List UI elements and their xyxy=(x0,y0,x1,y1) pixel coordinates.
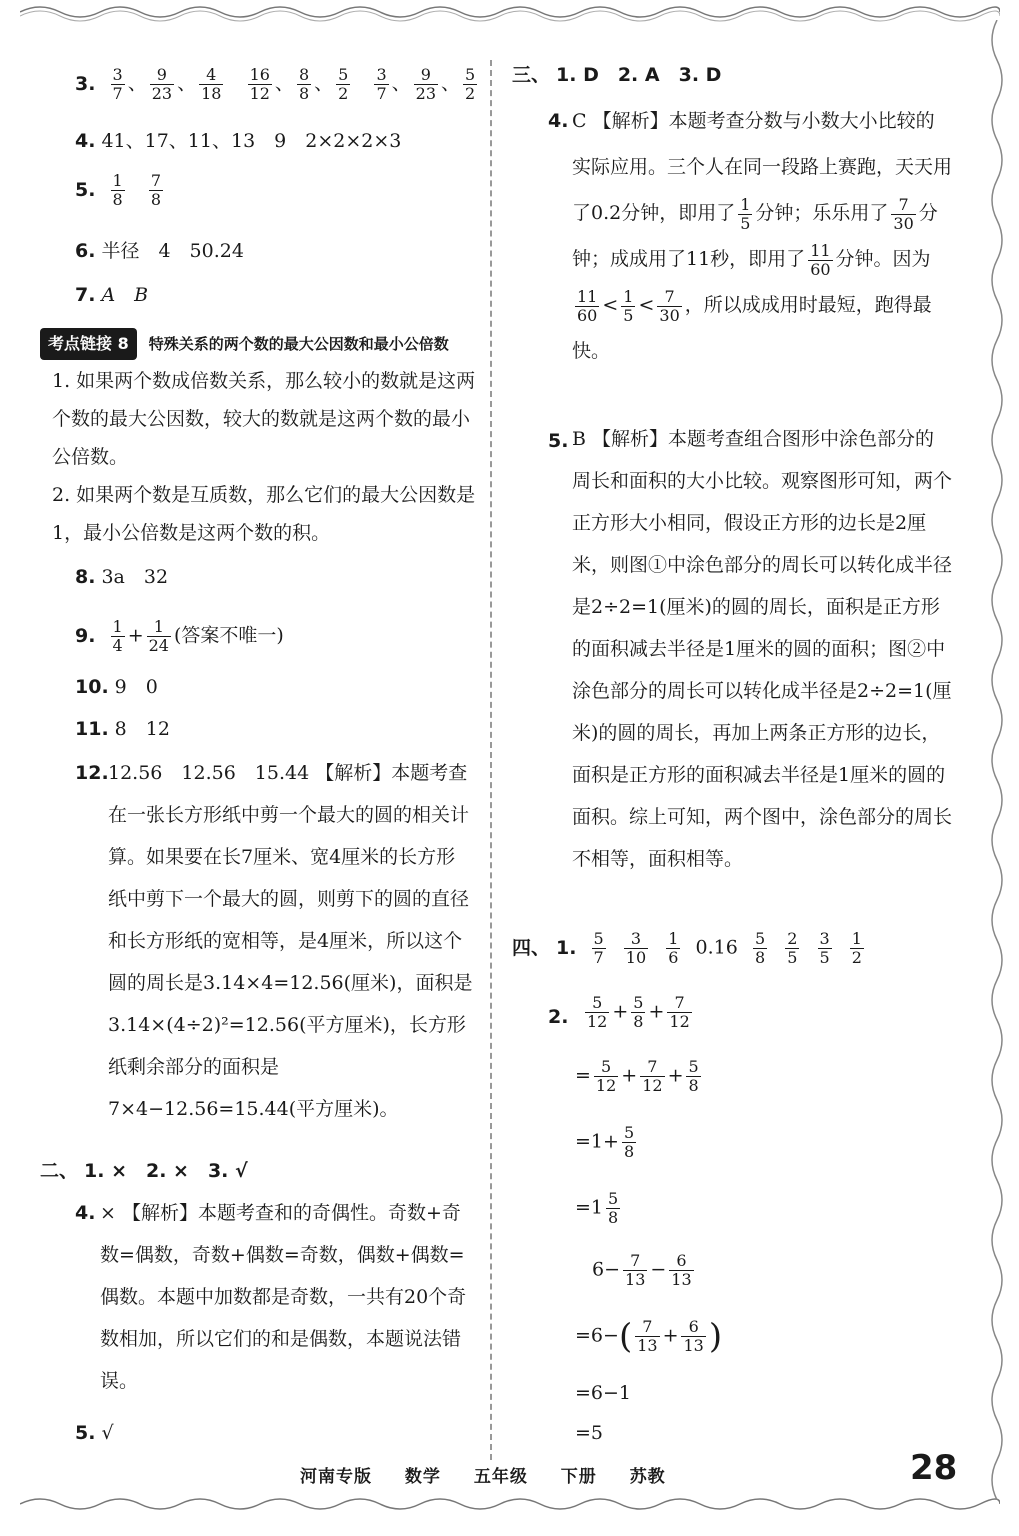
answer-11: 11. 8 12 xyxy=(75,718,170,740)
section-4-answer-1: 四、 1. $\frac{5}{7}$ $\frac{3}{10}$ $\frac{1}{6}$ 0.16 $\frac{5}{8}$ $\frac{2}{5}$ $\frac{3}{5}$ $\frac{1}{2}$ xyxy=(512,929,862,967)
calc1-line4: =1 $\frac{5}{8}$ xyxy=(575,1189,619,1227)
calc2-line2: =6−( $\frac{7}{13}$ + $\frac{6}{13}$ ) xyxy=(575,1316,723,1357)
answer-5: 5. $\frac{1}{8}$ $\frac{7}{8}$ xyxy=(75,171,161,209)
bottom-wave-border xyxy=(20,1494,1000,1516)
section-2-answer-4: × 【解析】本题考查和的奇偶性。奇数+奇数=偶数，奇数+偶数=奇数，偶数+偶数=偶数。本题中加数都是奇数，一共有20个奇数相加，所以它们的和是偶数，本题说法错误。 xyxy=(100,1202,467,1392)
answer-3: 3. $\frac{3}{7}$ 、 $\frac{9}{23}$ 、 $\frac{4}{18}$ $\frac{16}{12}$ 、 $\frac{8}{8}$ 、 $\frac{5}{2}$ $\frac{3}{7}$ 、 $\frac{9}{23}$ 、 $\frac{5}{2}$ xyxy=(75,65,476,103)
section-3-answer-4-num: 4. xyxy=(548,110,569,132)
section-2-answer-4-num: 4. xyxy=(75,1202,96,1224)
right-wave-border xyxy=(983,20,1011,1500)
kaodian-tag xyxy=(40,328,449,360)
section-2: 二、 1. × 2. × 3. √ xyxy=(40,1160,248,1182)
footer-subject: 数学 xyxy=(404,1467,441,1487)
footer-region: 河南专版 xyxy=(300,1467,372,1487)
footer xyxy=(300,1462,692,1487)
kaodian-tag-label: 考点链接 8 xyxy=(40,328,137,360)
note-2: 2. 如果两个数是互质数，那么它们的最大公因数是1，最小公倍数是这两个数的积。 xyxy=(52,484,476,544)
calc1-line3: =1+ $\frac{5}{8}$ xyxy=(575,1123,635,1161)
section-3-answer-4: C 【解析】本题考查分数与小数大小比较的实际应用。三个人在同一段路上赛跑，天天用了0.2分钟，即用了 $\frac{1}{5}$ 分钟；乐乐用了 $\frac{7}{30}$ 分钟；成成用了11秒，即用了 $\frac{11}{60}$ 分钟。因为 $\frac{11}{60}$ < $\frac{1}{5}$ < $\frac{7}{30}$ ，所以成成用时最短，跑得最快。 xyxy=(572,110,953,362)
footer-edition: 苏教 xyxy=(629,1467,666,1487)
section-3-answer-5-num: 5. xyxy=(548,430,569,452)
answer-10: 10. 9 0 xyxy=(75,676,158,698)
section-3: 三、 1. D 2. A 3. D xyxy=(512,64,722,86)
answer-6: 6. 半径 4 50.24 xyxy=(75,240,244,262)
section-4-answer-2-num: 2. xyxy=(548,1006,569,1028)
answer-4: 4. 41、17、11、13 9 2×2×2×3 xyxy=(75,130,402,152)
note-1: 1. 如果两个数成倍数关系，那么较小的数就是这两个数的最大公因数，较大的数就是这两个数的最小公倍数。 xyxy=(52,370,476,468)
calc2-line3: =6−1 xyxy=(575,1382,632,1404)
calc1-line1: $\frac{5}{12}$ + $\frac{5}{8}$ + $\frac{7}{12}$ xyxy=(587,993,690,1031)
footer-grade: 五年级 xyxy=(473,1467,528,1487)
top-wave-border xyxy=(20,0,1000,22)
footer-volume: 下册 xyxy=(560,1467,597,1487)
column-divider xyxy=(490,60,492,1460)
answer-8: 8. 3a 32 xyxy=(75,566,169,588)
calc2-line1: 6− $\frac{7}{13}$ − $\frac{6}{13}$ xyxy=(592,1251,692,1289)
calc2-line4: =5 xyxy=(575,1422,604,1444)
section-3-answer-5: B 【解析】本题考查组合图形中涂色部分的周长和面积的大小比较。观察图形可知，两个正方形大小相同，假设正方形的边长是2厘米，则图①中涂色部分的周长可以转化成半径是2÷2=1(厘米)的圆的周长，面积是正方形的面积减去半径是1厘米的圆的面积；图②中涂色部分的周长可以转化成半径是2÷2=1(厘米)的圆的周长，再加上两条正方形的边长，面积是正方形的面积减去半径是1厘米的圆的面积。综上可知，两个图中，涂色部分的周长不相等，面积相等。 xyxy=(572,428,953,870)
calc1-line2: = $\frac{5}{12}$ + $\frac{7}{12}$ + $\frac{5}{8}$ xyxy=(575,1057,699,1095)
answer-9: 9. $\frac{1}{4}$ + $\frac{1}{24}$ (答案不唯一) xyxy=(75,617,284,655)
section-2-answer-5: 5. √ xyxy=(75,1422,114,1444)
answer-12: 12.56 12.56 15.44 【解析】本题考查在一张长方形纸中剪一个最大的圆的相关计算。如果要在长7厘米、宽4厘米的长方形纸中剪下一个最大的圆，则剪下的圆的直径和长方形纸的宽相等，是4厘米，所以这个圆的周长是3.14×4=12.56(厘米)，面积是3.14×(4÷2)²=12.56(平方厘米)，长方形纸剩余部分的面积是7×4−12.56=15.44(平方厘米)。 xyxy=(108,762,473,1120)
answer-12-num: 12. xyxy=(75,762,109,784)
answer-7: 7. A B xyxy=(75,284,149,306)
page-number: 28 xyxy=(910,1448,958,1488)
kaodian-tag-title: 特殊关系的两个数的最大公因数和最小公倍数 xyxy=(148,335,449,353)
